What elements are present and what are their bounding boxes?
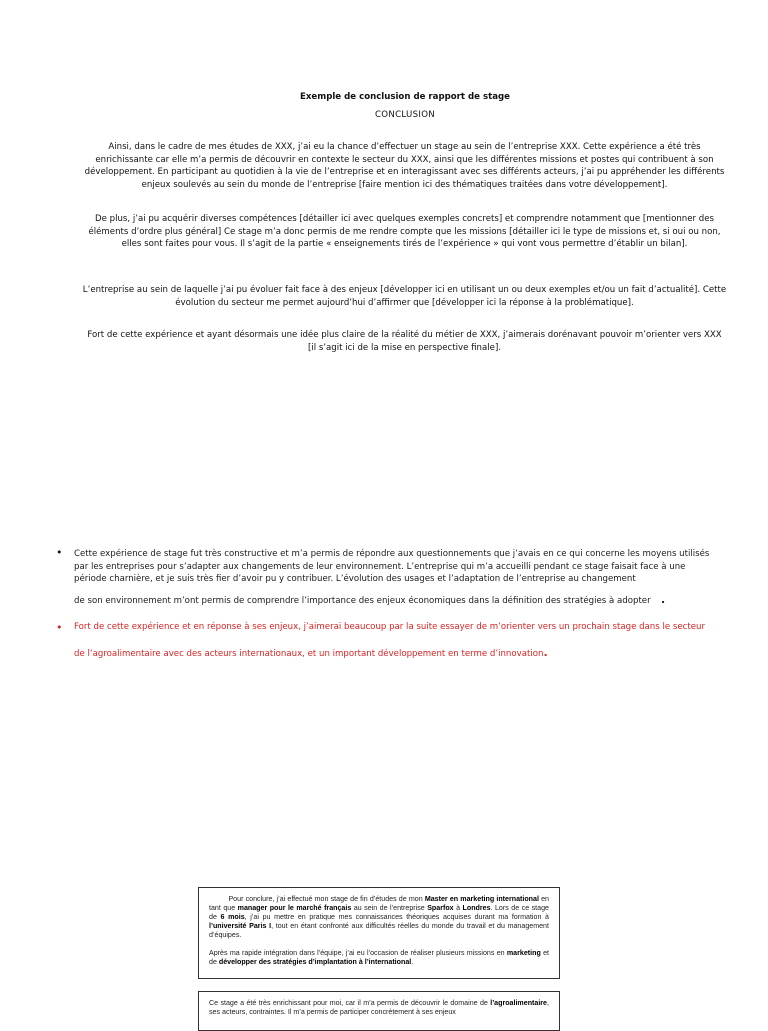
conclusion-paragraph-4: Fort de cette expérience et ayant désormais une idée plus claire de la réalité du métier de XXX, j’aimerais dorénavant pouvoir m’orienter vers XXX [il s’agit ici de la mise en perspective finale]. (87, 330, 722, 353)
document-title: Exemple de conclusion de rapport de stage (300, 92, 510, 102)
bullet-item-2 (52, 615, 712, 667)
bullet-list (52, 548, 712, 667)
bullet-item-1 (52, 548, 712, 607)
example-box-1-paragraph-1: Pour conclure, j’ai effectué mon stage de fin d’études de mon Master en marketing international en tant que manager pour le marché français au sein de l’entreprise Sparfox à Londres. Lors de ce stage de 6 mois, j’ai pu mettre en pratique mes connaissances théoriques acquises durant ma formation à l’université Paris I, tout en étant confronté aux difficultés réelles du monde du travail et du management d’équipes. (209, 895, 549, 939)
bullet-2-period: . (543, 646, 548, 660)
bullet-marker: • (56, 621, 63, 635)
section-heading: CONCLUSION (374, 110, 436, 120)
example-box-2-paragraph-1: Ce stage a été très enrichissant pour moi, car il m’a permis de découvrir le domaine de l’agroalimentaire, ses acteurs, contraintes. Il m’a permis de participer concrètement à ses enjeux (209, 999, 549, 1016)
bullet-marker: • (56, 546, 63, 559)
conclusion-paragraph-2: De plus, j’ai pu acquérir diverses compétences [détailler ici avec quelques exemples concrets] et comprendre notamment que [mentionner des éléments d’ordre plus général] Ce stage m’a donc permis de me rendre compte que les missions [détailler ici le type de missions et, si oui ou non, elles sont faites pour vous. Il s’agit de la partie « enseignements tirés de l’expérience » qui vont vous permettre d’établir un bilan]. (88, 214, 721, 250)
bullet-1-period: . (661, 592, 666, 606)
conclusion-paragraph-3: L’entreprise au sein de laquelle j’ai pu évoluer fait face à des enjeux [développer ici en utilisant un ou deux exemples et/ou un fait d’actualité]. Cette évolution du secteur me permet aujourd’hui d’affirmer que [développer ici la réponse à la problématique]. (82, 285, 727, 308)
example-box-2 (198, 991, 560, 1031)
conclusion-paragraph-1: Ainsi, dans le cadre de mes études de XXX, j’ai eu la chance d’effectuer un stage au sein de l’entreprise XXX. Cette expérience a été très enrichissante car elle m’a permis de découvrir en contexte le secteur du XXX, ainsi que les différentes missions et postes qui contribuent à son développement. En participant au quotidien à la vie de l’entreprise et en interagissant avec ses différents acteurs, j’ai pu appréhender les différents enjeux soulevés au sein du monde de l’entreprise [faire mention ici des thématiques traitées dans votre développement]. (84, 142, 725, 190)
bullet-2-text: Fort de cette expérience et en réponse à ses enjeux, j’aimerai beaucoup par la suite essayer de m’orienter vers un prochain stage dans le secteur de l’agroalimentaire avec des acteurs internationaux, et un important développement en terme d’innovation (74, 622, 705, 660)
example-box-1 (198, 887, 560, 979)
bullet-1-text-continued: de son environnement m’ont permis de comprendre l’importance des enjeux économiques dans la définition des stratégies à adopter (74, 595, 651, 606)
example-box-1-paragraph-2: Après ma rapide intégration dans l’équipe, j’ai eu l’occasion de réaliser plusieurs missions en marketing et de développer des stratégies d’implantation à l’international. (209, 949, 549, 966)
bullet-1-text: Cette expérience de stage fut très constructive et m’a permis de répondre aux questionnements que j’avais en ce qui concerne les moyens utilisés par les entreprises pour s’adapter aux changements de leur environnement. L’entreprise qui m’a accueilli pendant ce stage faisait face à une période charnière, et je suis très fier d’avoir pu y contribuer. L’évolution des usages et l’adaptation de l’entreprise au changement (74, 549, 710, 585)
